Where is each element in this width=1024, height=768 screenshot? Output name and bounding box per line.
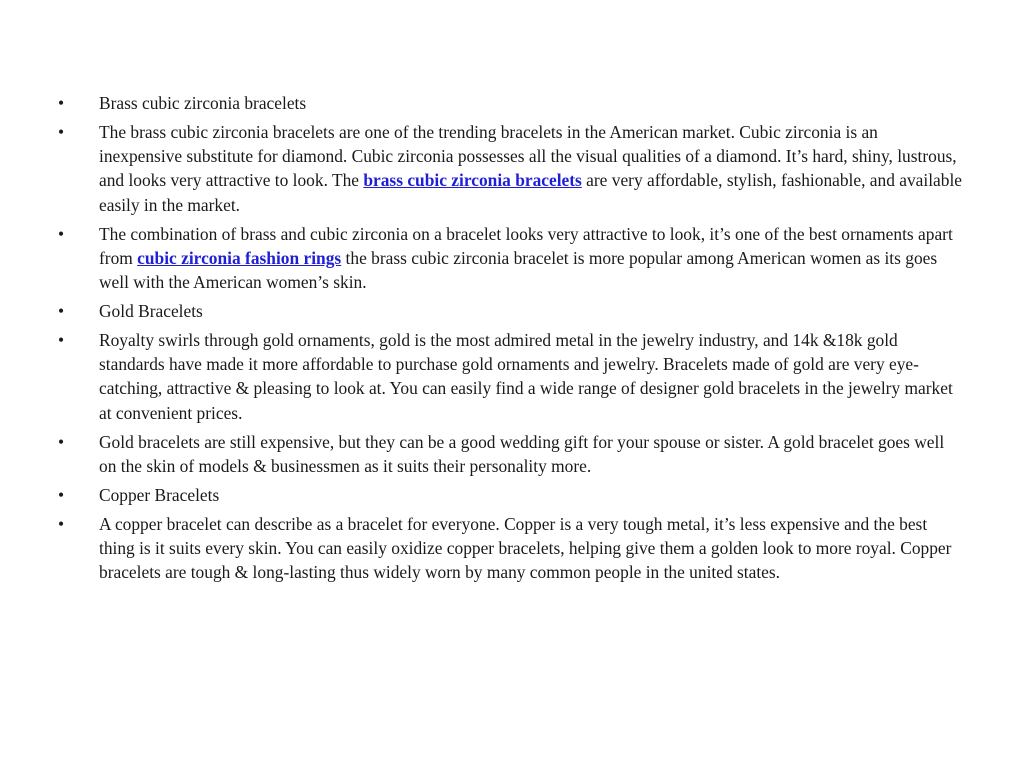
item-text-after-link: are very affordable, stylish, fashionable, and available easily in the market. [99, 170, 963, 215]
item-text-before-link: The brass cubic zirconia bracelets are one of the trending bracelets in the American market. Cubic zirconia is an inexpensive substitute for diamond. Cubic zirconia possesses all the visual qualities of a diamond. It’s hard, shiny, lustrous, and looks very attractive to look. The [99, 122, 957, 191]
cubic-zirconia-fashion-rings-link[interactable]: cubic zirconia fashion rings [137, 247, 342, 268]
bullet-icon: • [58, 301, 65, 322]
list-item-brass-combination [58, 222, 964, 295]
item-text: A copper bracelet can describe as a bracelet for everyone. Copper is a very tough metal, it’s less expensive and the best thing is it suits every skin. You can easily oxidize copper bracelets, helping give them a golden look to more royal. Copper bracelets are tough & long-lasting thus widely worn by many common people in the united states. [99, 513, 952, 583]
bullet-list [58, 91, 964, 589]
item-text-before-link: The combination of brass and cubic zirconia on a bracelet looks very attractive to look, it’s one of the best ornaments apart from [99, 223, 953, 268]
bullet-icon: • [58, 122, 65, 142]
bullet-icon: • [58, 93, 65, 113]
item-text: Gold Bracelets [99, 301, 203, 322]
list-item-copper-description [58, 512, 964, 585]
item-text: Gold bracelets are still expensive, but they can be a good wedding gift for your spouse or sister. A gold bracelet goes well on the skin of models & businessmen as it suits their personality more. [99, 431, 945, 476]
item-text-after-link: the brass cubic zirconia bracelet is more popular among American women as its goes well with the American women’s skin. [99, 247, 938, 293]
item-text: Brass cubic zirconia bracelets [99, 93, 307, 113]
list-item-gold-description [58, 328, 964, 425]
item-text: Royalty swirls through gold ornaments, gold is the most admired metal in the jewelry industry, and 14k &18k gold standards have made it more affordable to purchase gold ornaments and jewelry. Bracelets made of gold are very eye-catching, attractive & pleasing to look at. You can easily find a wide range of designer gold bracelets in the jewelry market at convenient prices. [99, 330, 953, 423]
bullet-icon: • [58, 431, 65, 452]
list-item-brass-description [58, 120, 964, 217]
list-item-copper-heading [58, 483, 964, 507]
brass-cubic-zirconia-bracelets-link[interactable]: brass cubic zirconia bracelets [363, 170, 582, 191]
bullet-icon: • [58, 330, 65, 351]
list-item-gold-gift [58, 430, 964, 478]
bullet-icon: • [58, 513, 65, 534]
bullet-icon: • [58, 484, 65, 505]
item-text: Copper Bracelets [99, 484, 220, 505]
list-item-gold-heading [58, 299, 964, 323]
list-item-brass-heading [58, 91, 964, 115]
bullet-icon: • [58, 223, 65, 244]
